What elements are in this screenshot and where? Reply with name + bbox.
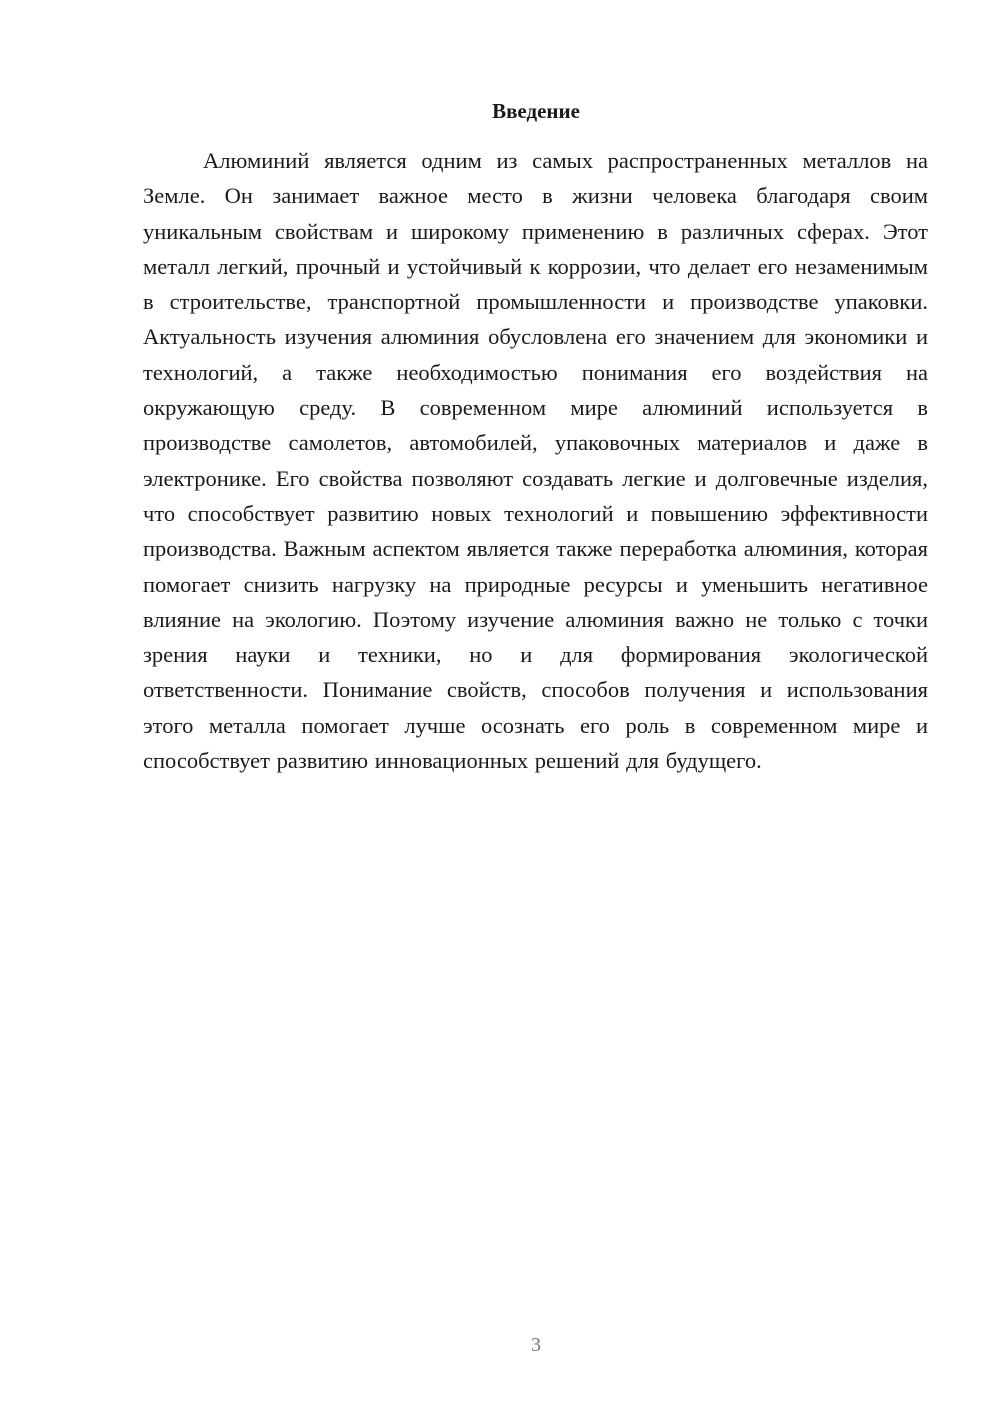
page-number: 3	[531, 1334, 541, 1356]
section-heading: Введение	[492, 99, 580, 123]
body-paragraph: Алюминий является одним из самых распространенных металлов на Земле. Он занимает важное место в жизни человека благодаря своим уникальным свойствам и широкому применению в различных сферах. Этот металл легкий, прочный и устойчивый к коррозии, что делает его незаменимым в строительстве, транспортной промышленности и производстве упаковки. Актуальность изучения алюминия обусловлена его значением для экономики и технологий, а также необходимостью понимания его воздействия на окружающую среду. В современном мире алюминий используется в производстве самолетов, автомобилей, упаковочных материалов и даже в электронике. Его свойства позволяют создавать легкие и долговечные изделия, что способствует развитию новых технологий и повышению эффективности производства. Важным аспектом является также переработка алюминия, которая помогает снизить нагрузку на природные ресурсы и уменьшить негативное влияние на экологию. Поэтому изучение алюминия важно не только с точки зрения науки и техники, но и для формирования экологической ответственности. Понимание свойств, способов получения и использования этого металла помогает лучше осознать его роль в современном мире и способствует развитию инновационных решений для будущего.	[143, 148, 928, 774]
